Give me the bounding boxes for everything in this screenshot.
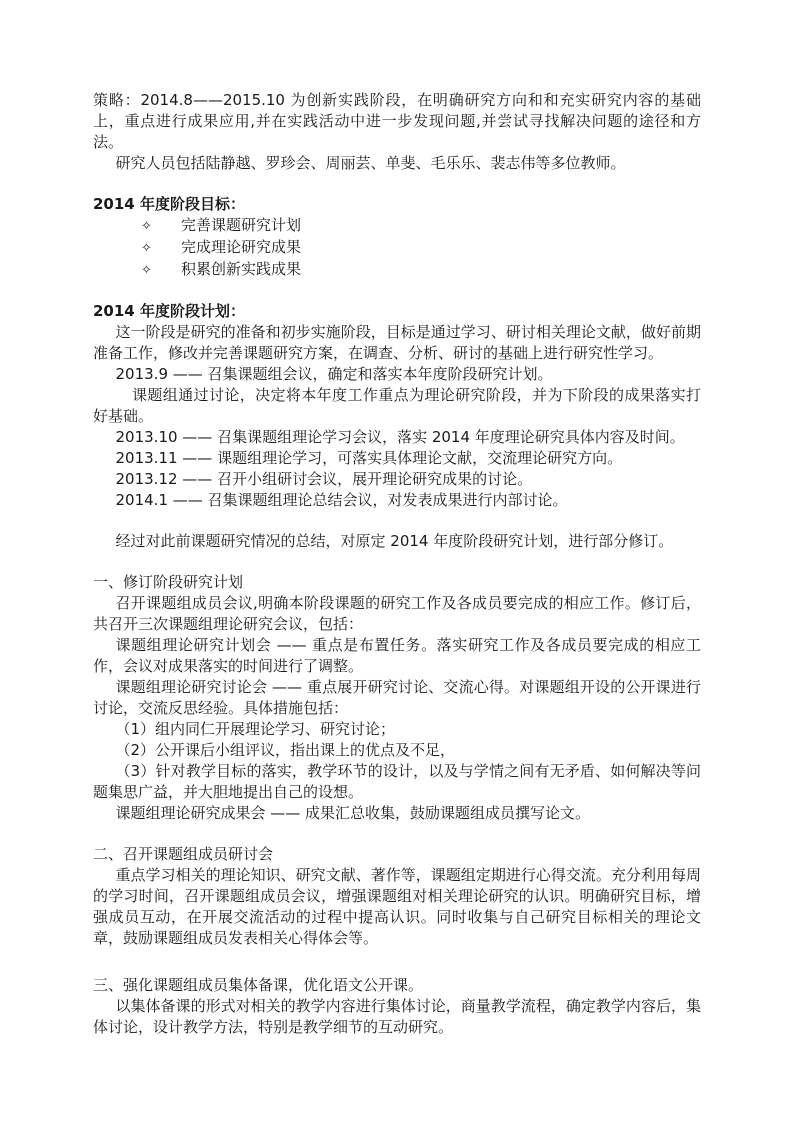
bullet-text: 完善课题研究计划 — [181, 216, 302, 234]
bullet-item — [93, 259, 701, 281]
spacer — [93, 824, 701, 844]
diamond-bullet-icon: ✧ — [141, 219, 152, 234]
bullet-text: 完成理论研究成果 — [181, 238, 302, 256]
spacer — [93, 174, 701, 194]
paragraph: 2013.12 —— 召开小组研讨会议，展开理论研究成果的讨论。 — [115, 470, 533, 488]
paragraph: 课题组理论研究讨论会 —— 重点展开研究讨论、交流心得。对课题组开设的公开课进行讨论，交流反思经验。具体措施包括： — [93, 678, 701, 717]
paragraph: 课题组理论研究成果会 —— 成果汇总收集，鼓励课题组成员撰写论文。 — [115, 804, 591, 822]
paragraph: 策略：2014.8——2015.10 为创新实践阶段，在明确研究方向和和充实研究内容的基础上，重点进行成果应用,并在实践活动中进一步发现问题,并尝试寻找解决问题的途径和方法。 — [93, 91, 701, 151]
spacer — [93, 552, 701, 572]
paragraph: 2013.9 —— 召集课题组会议，确定和落实本年度阶段研究计划。 — [115, 365, 553, 383]
spacer — [93, 511, 701, 531]
paragraph: 课题组通过讨论，决定将本年度工作重点为理论研究阶段，并为下阶段的成果落实打好基础。 — [93, 386, 701, 425]
paragraph: 课题组理论研究计划会 —— 重点是布置任务。落实研究工作及各成员要完成的相应工作，会议对成果落实的时间进行了调整。 — [93, 636, 701, 675]
paragraph: （1）组内同仁开展理论学习、研究讨论； — [115, 720, 396, 738]
bullet-text: 积累创新实践成果 — [181, 260, 302, 278]
document-body — [93, 90, 701, 1038]
paragraph: 以集体备课的形式对相关的教学内容进行集体讨论，商量教学流程，确定教学内容后，集体讨论，设计教学方法，特别是教学细节的互动研究。 — [93, 997, 701, 1036]
bullet-item — [93, 215, 701, 237]
paragraph: 重点学习相关的理论知识、研究文献、著作等，课题组定期进行心得交流。充分利用每周的学习时间，召开课题组成员会议，增强课题组对相关理论研究的认识。明确研究目标，增强成员互动，在开展交流活动的过程中提高认识。同时收集与自己研究目标相关的理论文章，鼓励课题组成员发表相关心得体会等。 — [93, 866, 701, 947]
paragraph: 召开课题组成员会议,明确本阶段课题的研究工作及各成员要完成的相应工作。修订后，共召开三次课题组理论研究会议，包括： — [93, 594, 701, 633]
spacer — [93, 281, 701, 301]
section-heading: 2014 年度阶段计划： — [93, 302, 245, 320]
paragraph: 2014.1 —— 召集课题组理论总结会议，对发表成果进行内部讨论。 — [115, 491, 568, 509]
paragraph: 这一阶段是研究的准备和初步实施阶段，目标是通过学习、研讨相关理论文献，做好前期准备工作，修改并完善课题研究方案，在调查、分析、研讨的基础上进行研究性学习。 — [93, 323, 701, 362]
paragraph: （3）针对教学目标的落实，教学环节的设计，以及与学情之间有无矛盾、如何解决等问题集思广益，并大胆地提出自己的设想。 — [93, 762, 701, 801]
paragraph: 2013.10 —— 召集课题组理论学习会议，落实 2014 年度理论研究具体内容及时间。 — [115, 428, 685, 446]
paragraph: 二、召开课题组成员研讨会 — [93, 845, 274, 863]
paragraph: 一、修订阶段研究计划 — [93, 573, 244, 591]
diamond-bullet-icon: ✧ — [141, 241, 152, 256]
paragraph: 研究人员包括陆静越、罗珍会、周丽芸、单斐、毛乐乐、裴志伟等多位教师。 — [115, 154, 626, 172]
spacer — [93, 949, 701, 975]
paragraph: （2）公开课后小组评议，指出课上的优点及不足， — [115, 741, 456, 759]
paragraph: 2013.11 —— 课题组理论学习，可落实具体理论文献，交流理论研究方向。 — [115, 449, 623, 467]
section-heading: 2014 年度阶段目标： — [93, 195, 245, 213]
diamond-bullet-icon: ✧ — [141, 263, 152, 278]
paragraph: 经过对此前课题研究情况的总结，对原定 2014 年度阶段研究计划，进行部分修订。 — [115, 532, 674, 550]
bullet-item — [93, 237, 701, 259]
paragraph: 三、强化课题组成员集体备课，优化语文公开课。 — [93, 976, 424, 994]
